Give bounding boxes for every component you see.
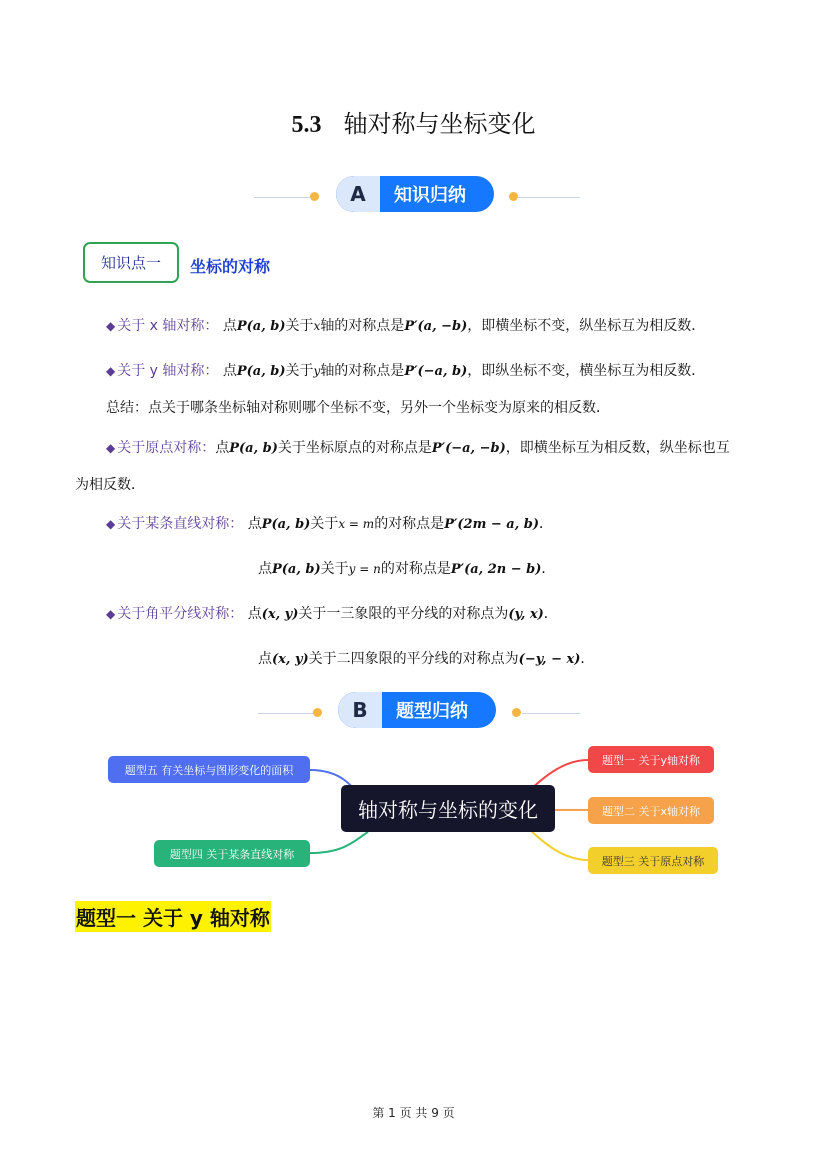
rule-label: 关于原点对称： <box>117 440 216 456</box>
rule-text: 轴的对称点是 <box>320 318 405 334</box>
math-expr: P′(a, −b) <box>404 319 468 334</box>
rule-label: 关于 y 轴对称： <box>117 363 219 379</box>
rule-text: 点 <box>222 363 237 379</box>
rule-text: 关于 <box>285 318 314 334</box>
math-expr: P(a, b) <box>236 319 286 334</box>
math-expr: P(a, b) <box>236 364 286 379</box>
rule-text: 关于坐标原点的对称点是 <box>277 440 432 456</box>
math-expr: (x, y) <box>272 652 309 667</box>
rule-text: ． <box>541 561 556 577</box>
rule-text: 点 <box>258 651 272 667</box>
banner-b-letter: B <box>338 692 382 728</box>
rule-text: 关于一三象限的平分线的对称点为 <box>298 606 509 622</box>
section-number: 5.3 <box>291 112 322 138</box>
mindmap-node-type2: 题型二 关于x轴对称 <box>588 797 714 824</box>
rule-text: ． <box>539 516 554 532</box>
math-expr: (−y, − x) <box>518 652 581 667</box>
rule-text: 点 <box>222 318 237 334</box>
rule-label: 关于 x 轴对称： <box>117 318 219 334</box>
rule-text: ． <box>580 651 595 667</box>
math-expr: x = m <box>338 517 375 531</box>
rule-text: 关于 <box>285 363 314 379</box>
mindmap-node-type3: 题型三 关于原点对称 <box>588 847 718 874</box>
math-expr: P(a, b) <box>272 562 321 577</box>
banner-b-label: 题型归纳 <box>396 701 468 722</box>
math-expr: y <box>313 364 321 378</box>
rule-text: ． <box>543 606 558 622</box>
rule-text: 关于二四象限的平分线的对称点为 <box>308 651 519 667</box>
rule-text: 的对称点是 <box>380 561 451 577</box>
rule-text: ，即纵坐标不变，横坐标互为相反数． <box>467 363 706 379</box>
knowledge-point-box-label: 知识点一 <box>100 254 161 272</box>
section-heading: 题型一 关于 y 轴对称 <box>75 901 271 932</box>
math-expr: P(a, b) <box>261 517 311 532</box>
rule-origin-continued: 为相反数． <box>75 477 145 493</box>
banner-a-label: 知识归纳 <box>394 185 466 206</box>
diamond-bullet-icon: ◆ <box>106 607 116 621</box>
mindmap-node-type4: 题型四 关于某条直线对称 <box>154 840 310 867</box>
rule-text: 轴的对称点是 <box>320 363 405 379</box>
rule-text: ，即横坐标互为相反数，纵坐标也互 <box>505 440 730 456</box>
connector-n4 <box>310 832 368 853</box>
math-expr: (y, x) <box>508 607 544 622</box>
rule-label: 关于角平分线对称： <box>117 606 244 622</box>
rule-text: 点 <box>247 516 262 532</box>
mindmap-node-type5: 题型五 有关坐标与图形变化的面积 <box>108 756 310 783</box>
math-expr: y = n <box>348 562 381 576</box>
rule-text: 点 <box>215 440 230 456</box>
diamond-bullet-icon: ◆ <box>106 364 116 378</box>
math-expr: P′(−a, −b) <box>431 441 506 456</box>
math-expr: P′(a, 2n − b) <box>450 562 542 577</box>
banner-a-letter: A <box>336 176 380 212</box>
rule-text: 点 <box>258 561 272 577</box>
rule-text: 关于 <box>320 561 349 577</box>
mindmap-node-type1: 题型一 关于y轴对称 <box>588 746 714 773</box>
rule-label: 关于某条直线对称： <box>117 516 244 532</box>
diamond-bullet-icon: ◆ <box>106 517 116 531</box>
rule-text: 点 <box>247 606 262 622</box>
knowledge-point-title: 坐标的对称 <box>190 257 271 276</box>
math-expr: (x, y) <box>261 607 299 622</box>
page-footer: 第 1 页 共 9 页 <box>372 1106 455 1120</box>
rule-text: 的对称点是 <box>374 516 445 532</box>
diamond-bullet-icon: ◆ <box>106 441 116 455</box>
rule-text: 关于 <box>310 516 339 532</box>
mindmap-center-node: 轴对称与坐标的变化 <box>341 785 555 832</box>
summary-text: 总结：点关于哪条坐标轴对称则哪个坐标不变，另外一个坐标变为原来的相反数． <box>106 400 610 416</box>
rule-text: ，即横坐标不变，纵坐标互为相反数． <box>467 318 706 334</box>
math-expr: x <box>313 319 321 333</box>
math-expr: P(a, b) <box>229 441 278 456</box>
title-text: 轴对称与坐标变化 <box>343 110 536 138</box>
math-expr: P′(−a, b) <box>404 364 468 379</box>
diamond-bullet-icon: ◆ <box>106 319 116 333</box>
math-expr: P′(2m − a, b) <box>444 517 540 532</box>
